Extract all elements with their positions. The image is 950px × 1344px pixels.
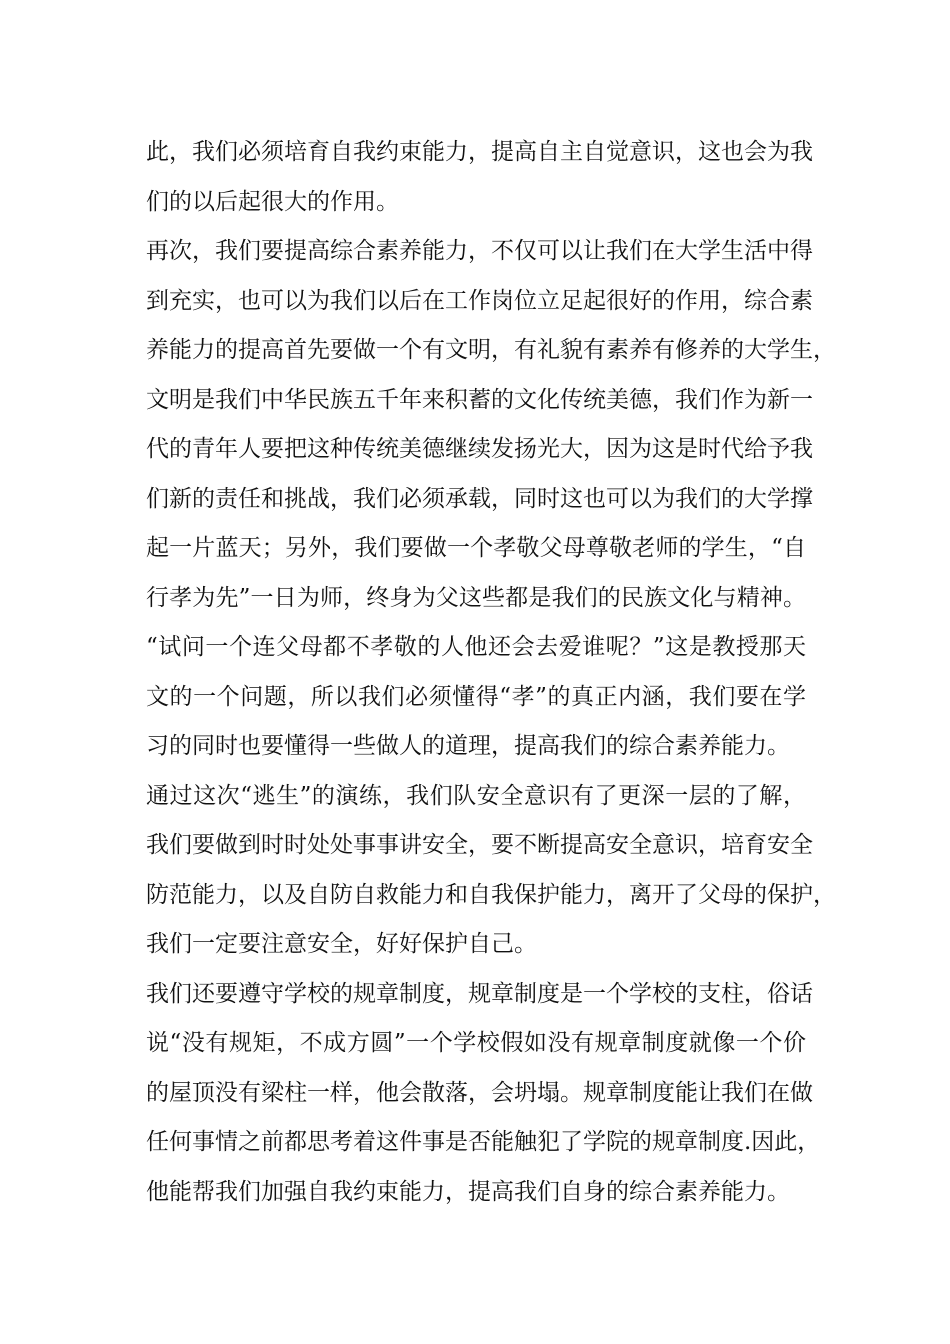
- text-line: 们新的责任和挑战，我们必须承载，同时这也可以为我们的大学撑: [146, 485, 813, 512]
- text-line: 到充实，也可以为我们以后在工作岗位立足起很好的作用，综合素: [146, 287, 813, 314]
- text-line: 文明是我们中华民族五千年来积蓄的文化传统美德，我们作为新一: [146, 386, 813, 413]
- text-line: 们的以后起很大的作用。: [146, 188, 399, 215]
- text-line: 任何事情之前都思考着这件事是否能触犯了学院的规章制度.因此，: [146, 1129, 821, 1155]
- paragraph: [146, 128, 813, 227]
- document-body: [146, 128, 836, 1217]
- text-line: 他能帮我们加强自我约束能力，提高我们自身的综合素养能力。: [146, 1178, 790, 1205]
- text-line: 此，我们必须培育自我约束能力，提高自主自觉意识，这也会为我: [146, 139, 813, 165]
- text-line: 说“没有规矩，不成方圆”一个学校假如没有规章制度就像一个价: [146, 1030, 806, 1056]
- text-line: 习的同时也要懂得一些做人的道理，提高我们的综合素养能力。: [146, 733, 790, 759]
- text-line: 通过这次“逃生”的演练，我们队安全意识有了更深一层的了解，: [146, 782, 806, 809]
- text-line: 防范能力，以及自防自救能力和自我保护能力，离开了父母的保护，: [146, 881, 836, 908]
- text-line: 的屋顶没有梁柱一样，他会散落，会坍塌。规章制度能让我们在做: [146, 1079, 813, 1106]
- text-line: 我们一定要注意安全，好好保护自己。: [146, 931, 537, 957]
- text-line: 再次，我们要提高综合素养能力，不仅可以让我们在大学生活中得: [146, 238, 813, 264]
- text-line: 我们要做到时时处处事事讲安全，要不断提高安全意识，培育安全: [146, 832, 813, 858]
- text-line: 代的青年人要把这种传统美德继续发扬光大，因为这是时代给予我: [146, 436, 813, 462]
- paragraph: [146, 970, 821, 1218]
- text-line: “试问一个连父母都不孝敬的人他还会去爱谁呢？”这是教授那天: [146, 634, 806, 660]
- text-line: 养能力的提高首先要做一个有文明，有礼貌有素养有修养的大学生，: [146, 337, 836, 363]
- paragraph: [146, 772, 836, 970]
- text-line: 起一片蓝天；另外，我们要做一个孝敬父母尊敬老师的学生，“自: [146, 535, 806, 561]
- text-line: 行孝为先”一日为师，终身为父这些都是我们的民族文化与精神。: [146, 584, 806, 611]
- text-line: 我们还要遵守学校的规章制度，规章制度是一个学校的支柱，俗话: [146, 980, 813, 1007]
- text-line: 文的一个问题，所以我们必须懂得“孝”的真正内涵，我们要在学: [146, 683, 806, 710]
- paragraph: [146, 227, 836, 772]
